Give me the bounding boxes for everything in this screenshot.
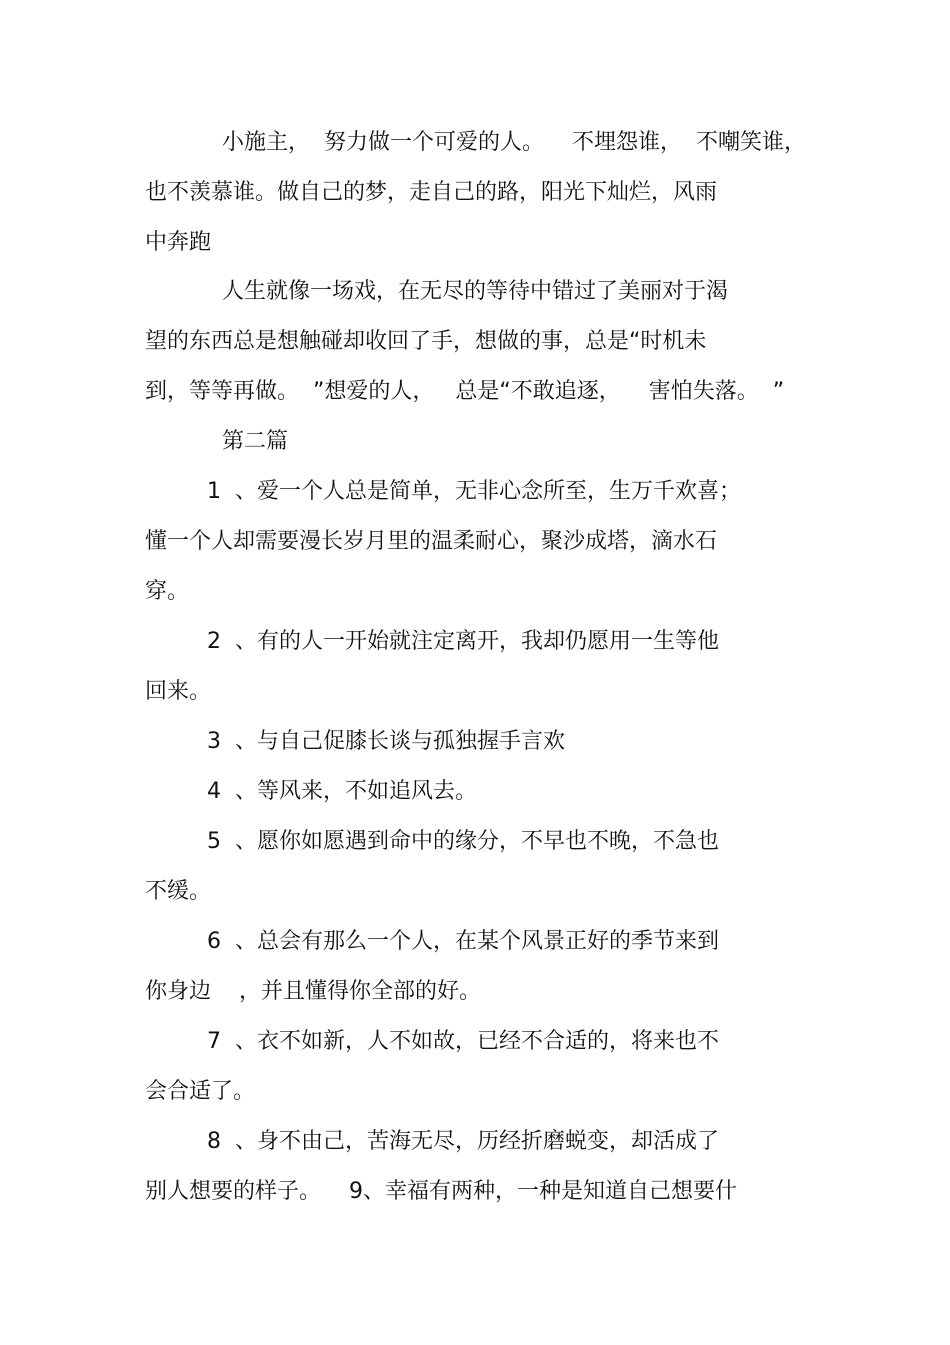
text-line: 5 、愿你如愿遇到命中的缘分，不早也不晚，不急也 [207, 829, 719, 854]
text-line: 7 、衣不如新，人不如故，已经不合适的，将来也不 [207, 1029, 719, 1054]
text-line: 回来。 [145, 679, 212, 704]
text-line: 你身边 ，并且懂得你全部的好。 [145, 979, 481, 1004]
text-line: 2 、有的人一开始就注定离开，我却仍愿用一生等他 [207, 629, 719, 654]
section-heading: 第二篇 [222, 429, 289, 454]
text-line: 也不羡慕谁。做自己的梦，走自己的路，阳光下灿烂，风雨 [145, 180, 718, 205]
text-line: 望的东西总是想触碰却收回了手，想做的事，总是“时机未 [145, 329, 707, 354]
text-line: 小施主， 努力做一个可爱的人。 不埋怨谁， 不嘲笑谁， [222, 130, 806, 155]
text-line: 穿。 [145, 579, 190, 604]
text-line: 6 、总会有那么一个人，在某个风景正好的季节来到 [207, 929, 719, 954]
text-line: 1 、爱一个人总是简单，无非心念所至，生万千欢喜； [207, 479, 741, 504]
text-line: 人生就像一场戏，在无尽的等待中错过了美丽对于渴 [222, 279, 729, 304]
text-line: 不缓。 [145, 879, 212, 904]
text-line: 4 、等风来，不如追风去。 [207, 779, 477, 804]
text-line: 8 、身不由己，苦海无尽，历经折磨蜕变，却活成了 [207, 1129, 719, 1154]
text-line: 懂一个人却需要漫长岁月里的温柔耐心，聚沙成塔，滴水石 [145, 529, 718, 554]
text-line: 会合适了。 [145, 1079, 256, 1104]
text-line: 到，等等再做。 ”想爱的人， 总是“不敢追逐， 害怕失落。 ” [145, 379, 785, 404]
text-line: 3 、与自己促膝长谈与孤独握手言欢 [207, 729, 565, 754]
text-line: 中奔跑 [145, 230, 212, 255]
text-line: 别人想要的样子。 9、幸福有两种，一种是知道自己想要什 [145, 1179, 737, 1204]
